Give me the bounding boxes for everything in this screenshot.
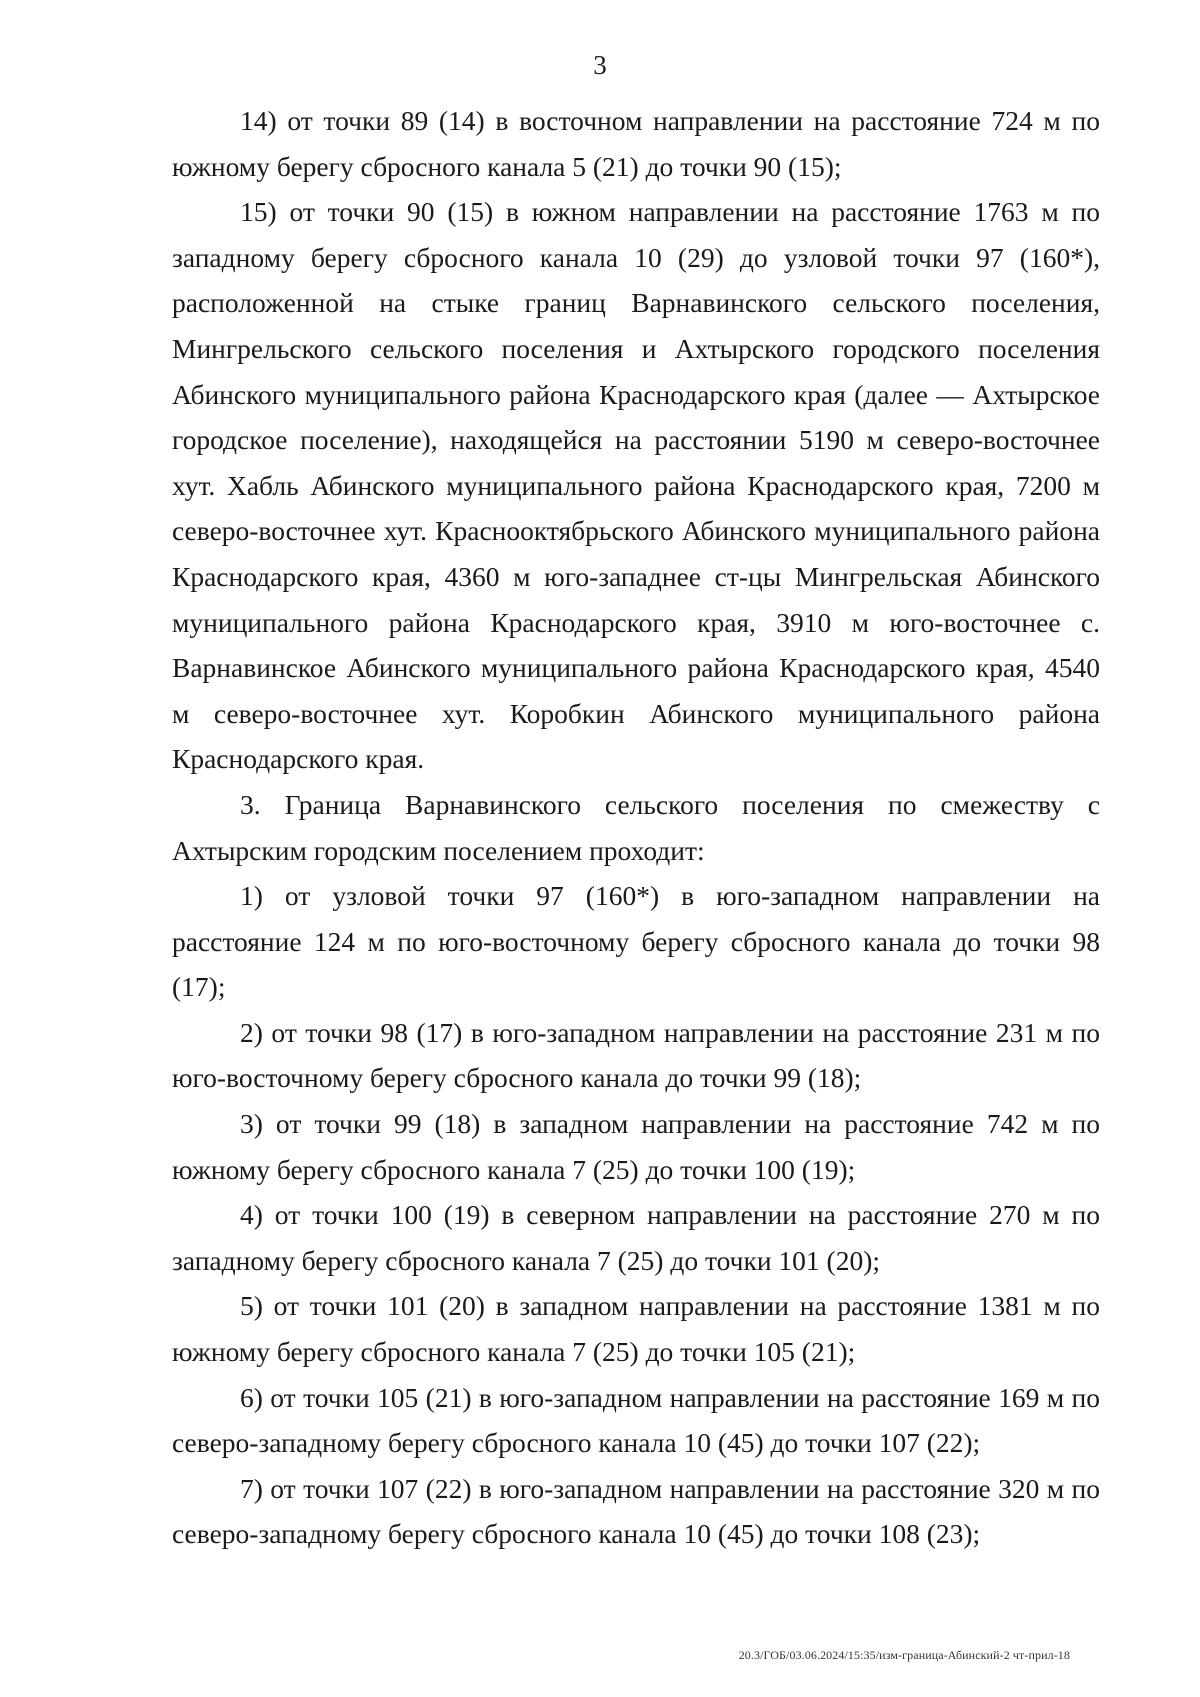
paragraph-item-1: 1) от узловой точки 97 (160*) в юго-западном направлении на расстояние 124 м по юго-восточному берегу сбросного канала до точки 98 (17); — [172, 880, 1100, 1003]
paragraph-item-7: 7) от точки 107 (22) в юго-западном направлении на расстояние 320 м по северо-западному берегу сбросного канала 10 (45) до точки 108 (23); — [172, 1472, 1100, 1550]
paragraph-item-6: 6) от точки 105 (21) в юго-западном направлении на расстояние 169 м по северо-западному берегу сбросного канала 10 (45) до точки 107 (22); — [172, 1381, 1100, 1459]
paragraph-item-2: 2) от точки 98 (17) в юго-западном направлении на расстояние 231 м по юго-восточному берегу сбросного канала до точки 99 (18); — [172, 1016, 1100, 1094]
page-number: 3 — [593, 50, 607, 80]
paragraph-item-15: 15) от точки 90 (15) в южном направлении на расстояние 1763 м по западному берегу сбросного канала 10 (29) до узловой точки 97 (160*), расположенной на стыке границ Варнавинского сельского поселения, Мингрельского сельского поселения и Ахтырского городского поселения Абинского муниципального района Краснодарского края (далее — Ахтырское городское поселение), находящейся на расстоянии 5190 м северо-восточнее хут. Хабль Абинского муниципального района Краснодарского края, 7200 м северо-восточнее хут. Краснооктябрьского Абинского муниципального района Краснодарского края, 4360 м юго-западнее ст-цы Мингрельская Абинского муниципального района Краснодарского края, 3910 м юго-восточнее с. Варнавинское Абинского муниципального района Краснодарского края, 4540 м северо-восточнее хут. Коробкин Абинского муниципального района Краснодарского края. — [172, 196, 1100, 775]
paragraph-item-14: 14) от точки 89 (14) в восточном направлении на расстояние 724 м по южному берегу сбросного канала 5 (21) до точки 90 (15); — [172, 105, 1100, 182]
paragraph-item-3: 3) от точки 99 (18) в западном направлении на расстояние 742 м по южному берегу сбросного канала 7 (25) до точки 100 (19); — [172, 1108, 1100, 1185]
document-body — [172, 98, 1100, 1557]
paragraph-item-4: 4) от точки 100 (19) в северном направлении на расстояние 270 м по западному берегу сбросного канала 7 (25) до точки 101 (20); — [172, 1199, 1100, 1276]
section-3-heading-paragraph: 3. Граница Варнавинского сельского поселения по смежеству с Ахтырским городским поселением проходит: — [172, 788, 1100, 866]
paragraph-item-5: 5) от точки 101 (20) в западном направлении на расстояние 1381 м по южному берегу сбросного канала 7 (25) до точки 105 (21); — [172, 1290, 1100, 1368]
footer-stamp: 20.3/ГОБ/03.06.2024/15:35/изм-граница-Абинский-2 чт-прил-18 — [738, 1648, 1070, 1662]
